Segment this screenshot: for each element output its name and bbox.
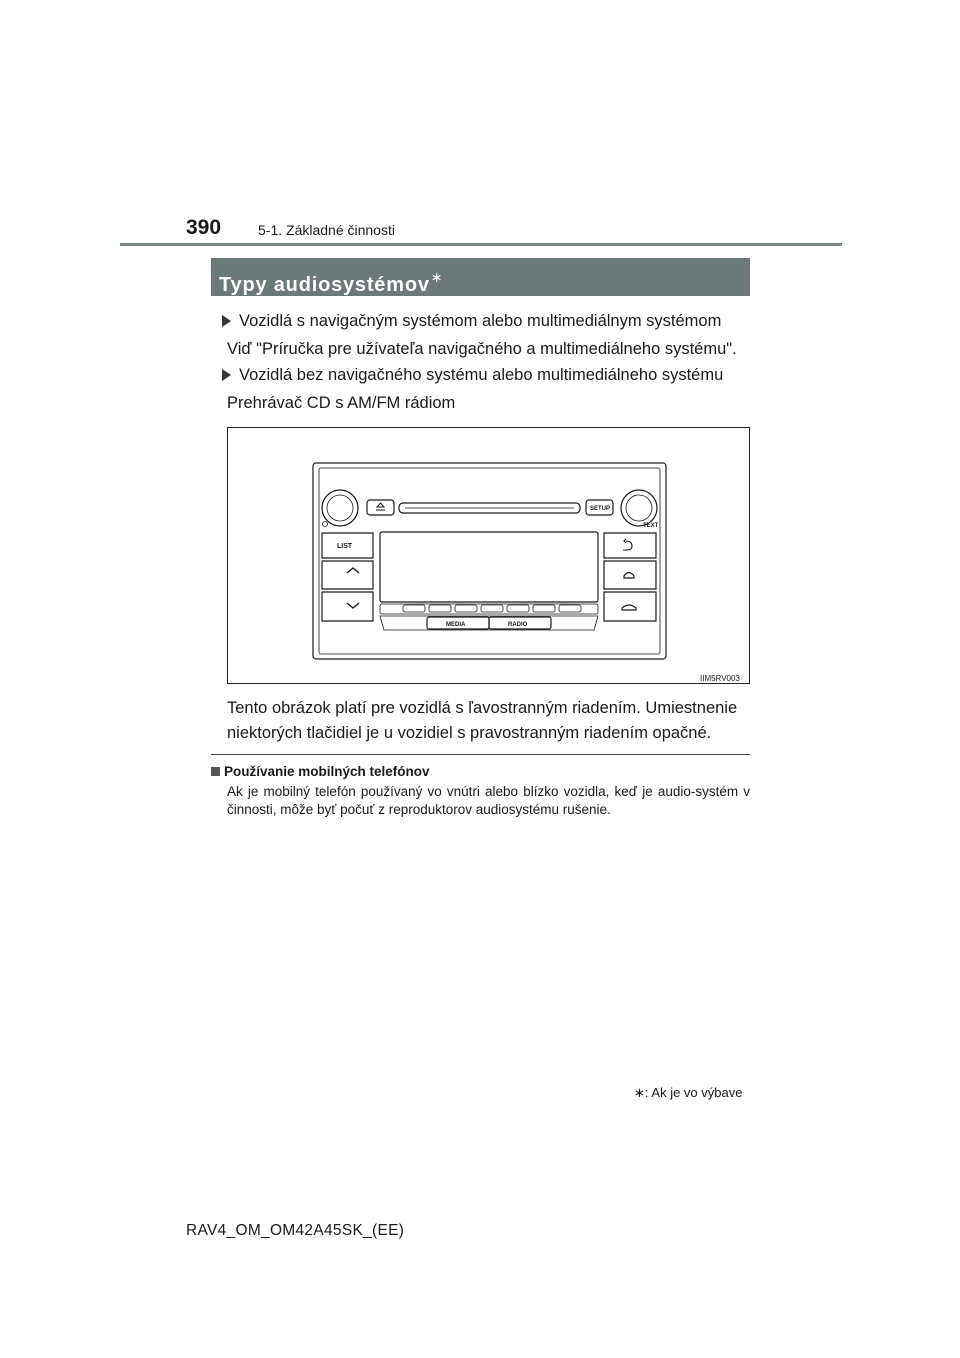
- bullet-navigation-vehicles: Vozidlá s navigačným systémom alebo multimediálnym systémom: [222, 308, 721, 335]
- setup-label: SETUP: [590, 506, 611, 512]
- section-reference: 5-1. Základné činnosti: [258, 222, 395, 238]
- footnote: ∗: Ak je vo výbave: [634, 1085, 743, 1100]
- note-text: Ak je mobilný telefón používaný vo vnútri alebo blízko vozidla, keď je audio-systém v činnosti, môže byť počuť z reproduktorov audiosystému rušenie.: [227, 784, 750, 817]
- chevron-down-icon: [347, 603, 359, 608]
- section-title: Typy audiosystémov: [219, 274, 430, 296]
- cd-player-text: Prehrávač CD s AM/FM rádiom: [227, 394, 456, 412]
- phone-hangup-icon: [622, 605, 636, 610]
- audio-unit-figure: [227, 427, 750, 684]
- radio-label: RADIO: [508, 622, 528, 628]
- text-label: TEXT: [643, 523, 659, 529]
- down-button: [322, 592, 373, 621]
- audio-unit-illustration: [228, 428, 749, 683]
- footnote-mark: ∗: [634, 1085, 645, 1100]
- media-label: MEDIA: [446, 622, 466, 628]
- navigation-reference-text: Viď "Príručka pre užívateľa navigačného a multimediálneho systému".: [227, 340, 737, 358]
- note-divider: [211, 754, 750, 755]
- figure-caption: Tento obrázok platí pre vozidlá s ľavostranným riadením. Umiestnenie niektorých tlačidiel je u vozidiel s pravostranným riadením opačné.: [227, 699, 738, 742]
- list-label: LIST: [337, 543, 353, 550]
- up-button: [322, 561, 373, 589]
- eject-icon: [376, 503, 385, 510]
- optional-equipment-mark: ∗: [430, 269, 444, 285]
- display-screen: [380, 532, 598, 602]
- phone-pickup-button: [604, 561, 656, 589]
- note-heading: Používanie mobilných telefónov: [211, 764, 430, 779]
- triangle-bullet-icon: [222, 315, 231, 327]
- phone-hangup-button: [604, 592, 656, 621]
- figure-id: IIM5RV003: [700, 674, 740, 683]
- header-divider: [120, 243, 842, 246]
- triangle-bullet-icon: [222, 369, 231, 381]
- bullet-non-navigation-vehicles: Vozidlá bez navigačného systému alebo multimediálneho systému: [222, 362, 723, 389]
- document-code: RAV4_OM_OM42A45SK_(EE): [186, 1222, 405, 1239]
- back-button: [604, 533, 656, 558]
- chevron-up-icon: [347, 568, 359, 573]
- square-bullet-icon: [211, 767, 220, 776]
- page-number: 390: [186, 216, 222, 239]
- phone-pickup-icon: [624, 573, 634, 579]
- power-icon: [323, 522, 328, 527]
- back-arrow-icon: [623, 539, 632, 550]
- preset-buttons: [403, 605, 581, 612]
- section-title-bar: [211, 258, 750, 296]
